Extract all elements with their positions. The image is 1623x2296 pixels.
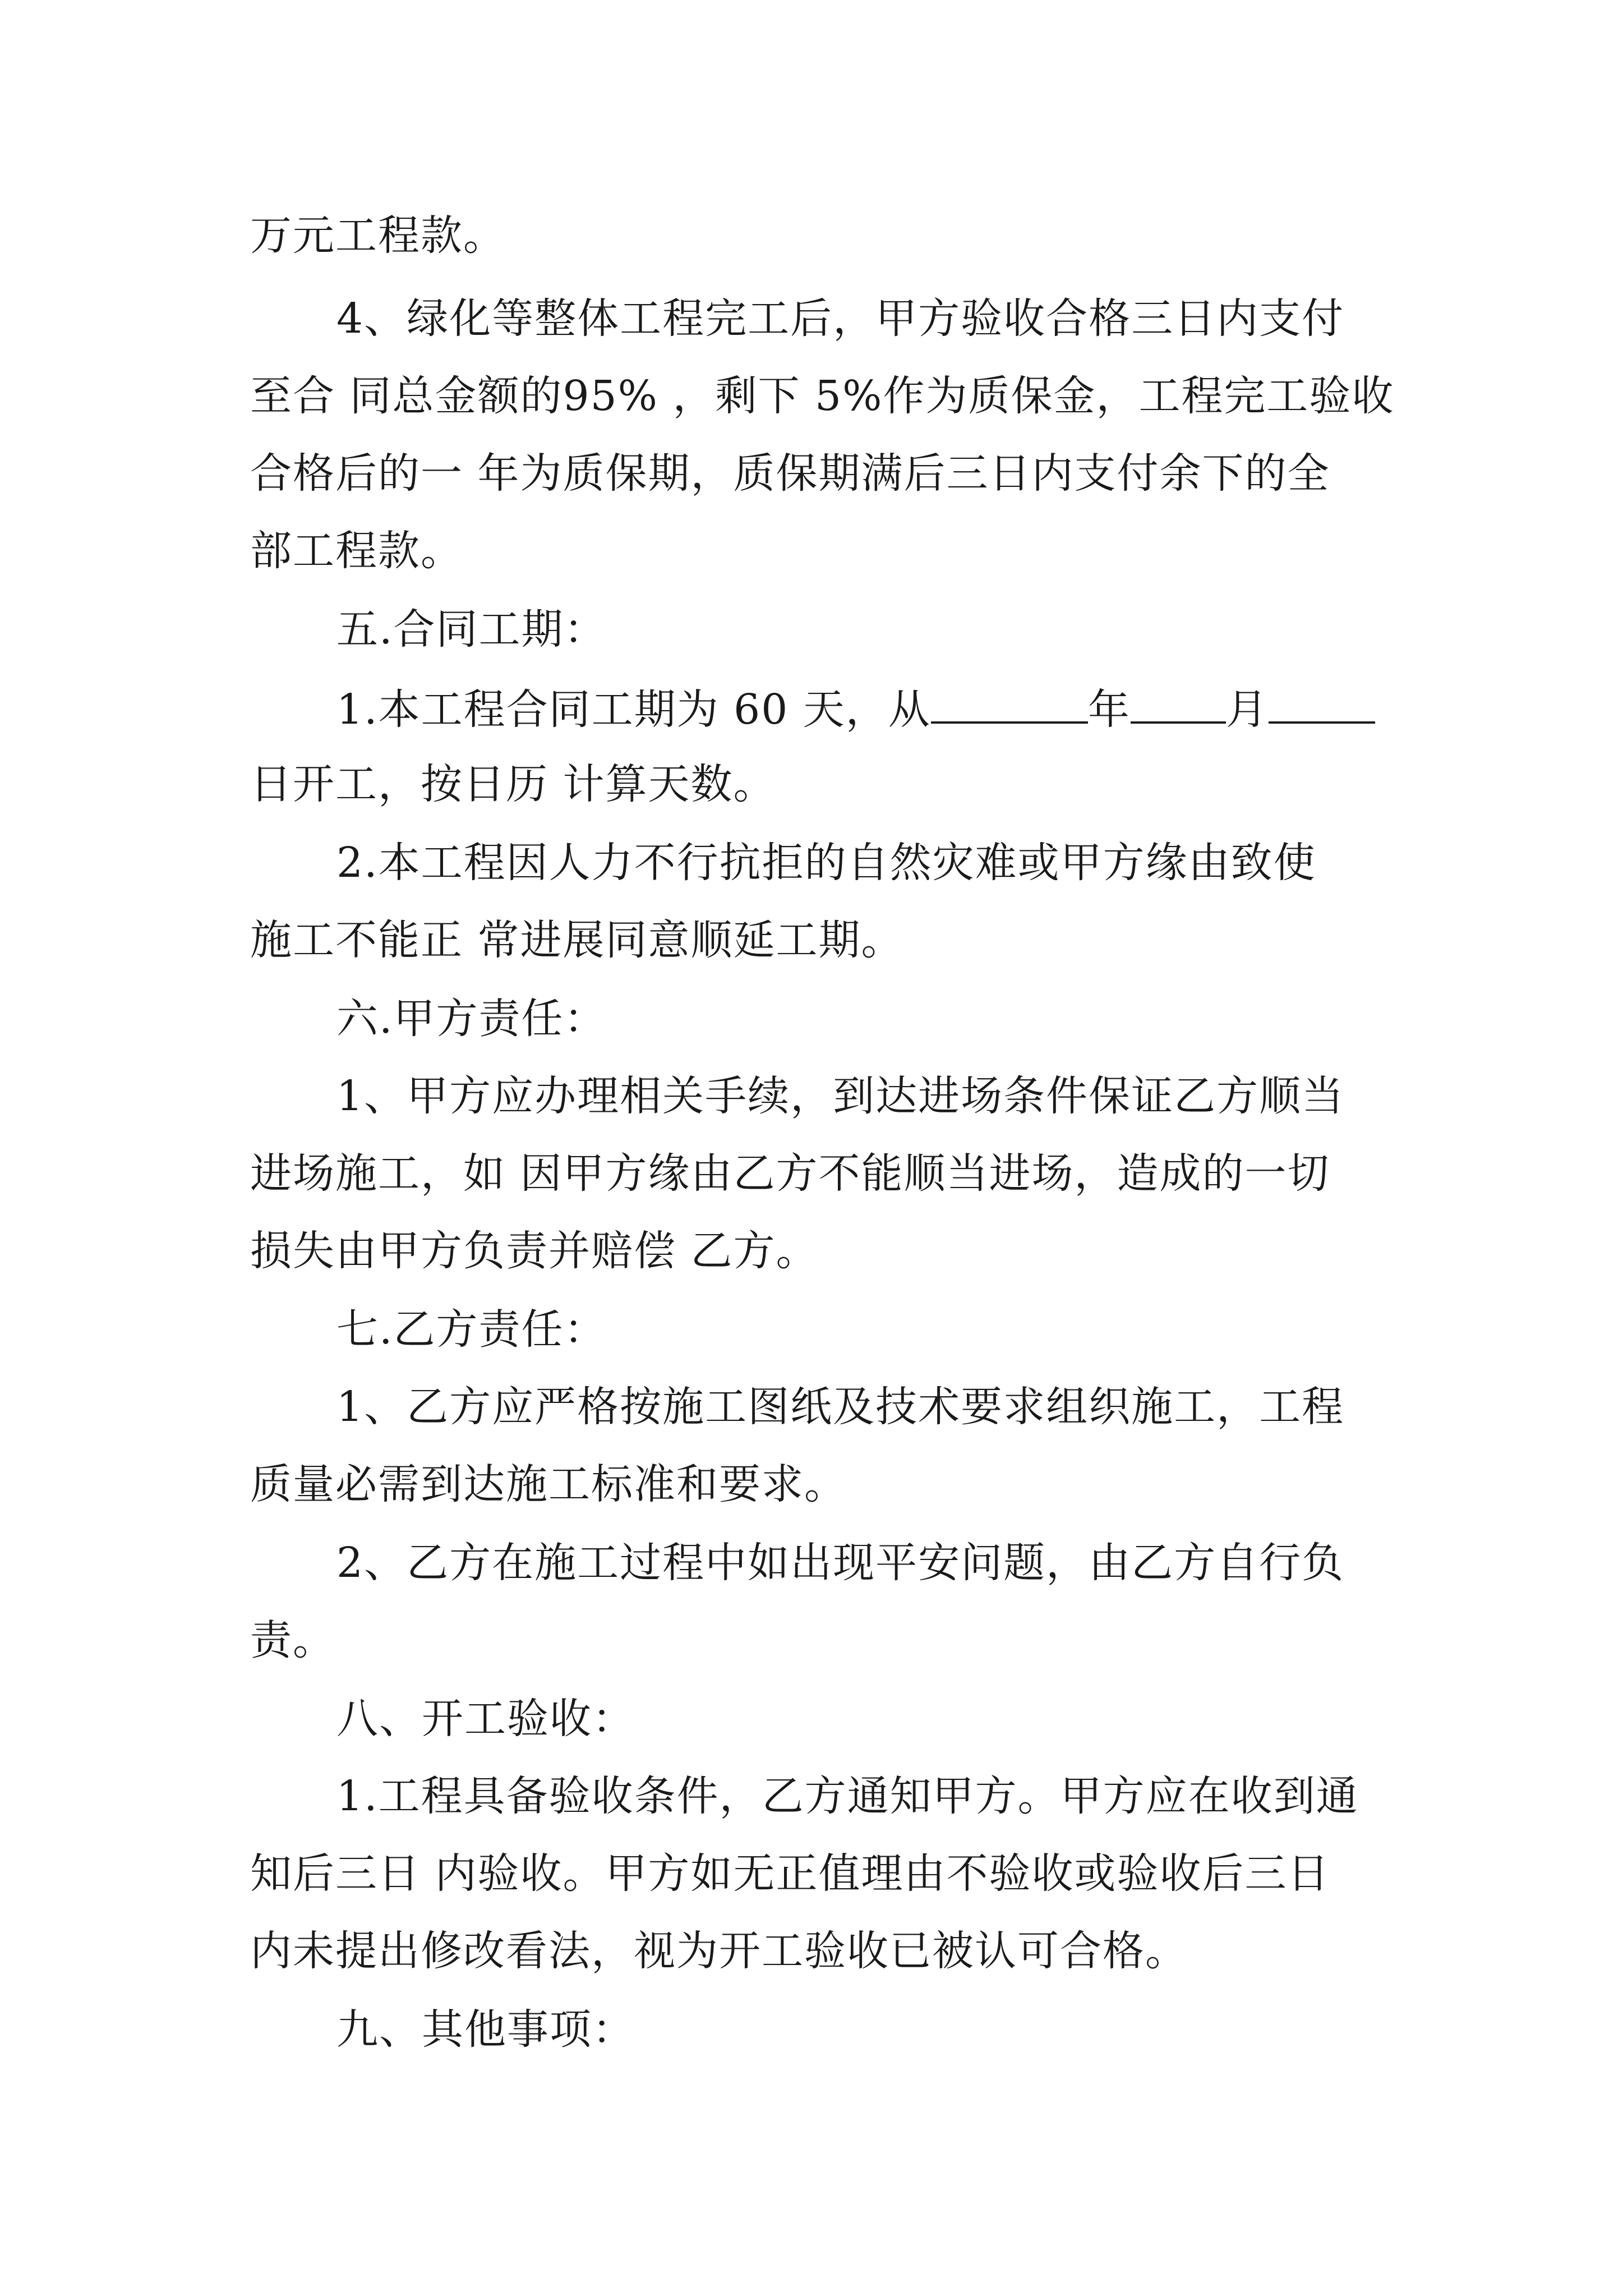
- section-heading: 六.甲方责任：: [336, 995, 607, 1043]
- text-line: 进场施工，如 因甲方缘由乙方不能顺当进场，造成的一切: [250, 1149, 1330, 1198]
- text-line-with-blanks: [336, 679, 1389, 735]
- month-blank[interactable]: [1131, 679, 1226, 724]
- text-line: 质量必需到达施工标准和要求。: [250, 1460, 847, 1508]
- text-line: 2、乙方在施工过程中如出现平安问题，由乙方自行负: [336, 1539, 1345, 1587]
- section-heading: 八、开工验收：: [336, 1695, 635, 1743]
- text-line: 合格后的一 年为质保期，质保期满后三日内支付余下的全: [250, 449, 1330, 498]
- text-line: 1、乙方应严格按施工图纸及技术要求组织施工，工程: [336, 1383, 1345, 1431]
- text-line: 日开工，按日历 计算天数。: [250, 760, 776, 808]
- text-line: 1.工程具备验收条件，乙方通知甲方。甲方应在收到通: [336, 1772, 1359, 1820]
- text-line: 2.本工程因人力不行抗拒的自然灾难或甲方缘由致使: [336, 839, 1316, 887]
- month-label: 月: [1225, 685, 1269, 734]
- text-line: 损失由甲方负责并赔偿 乙方。: [250, 1227, 819, 1275]
- text-line: 施工不能正 常进展同意顺延工期。: [250, 916, 904, 964]
- section-heading: 七.乙方责任：: [336, 1305, 607, 1354]
- section-heading: 五.合同工期：: [336, 605, 607, 654]
- text-line: 知后三日 内验收。甲方如无正值理由不验收或验收后三日: [250, 1849, 1330, 1898]
- text-segment: 1.本工程合同工期为 60 天，从: [336, 685, 931, 734]
- section-heading: 九、其他事项：: [336, 2005, 635, 2054]
- text-line: 内未提出修改看法，视为开工验收已被认可合格。: [250, 1927, 1188, 1975]
- text-line: 4、绿化等整体工程完工后，甲方验收合格三日内支付: [336, 295, 1345, 343]
- year-label: 年: [1087, 685, 1131, 734]
- text-line: 责。: [250, 1616, 335, 1664]
- day-blank[interactable]: [1269, 679, 1375, 724]
- text-line: 1、甲方应办理相关手续，到达进场条件保证乙方顺当: [336, 1072, 1345, 1120]
- text-line: 至合 同总金额的95% ，剩下 5%作为质保金，工程完工验收: [250, 372, 1395, 420]
- text-line: 万元工程款。: [250, 211, 506, 260]
- text-line: 部工程款。: [250, 527, 463, 575]
- year-blank[interactable]: [931, 679, 1088, 724]
